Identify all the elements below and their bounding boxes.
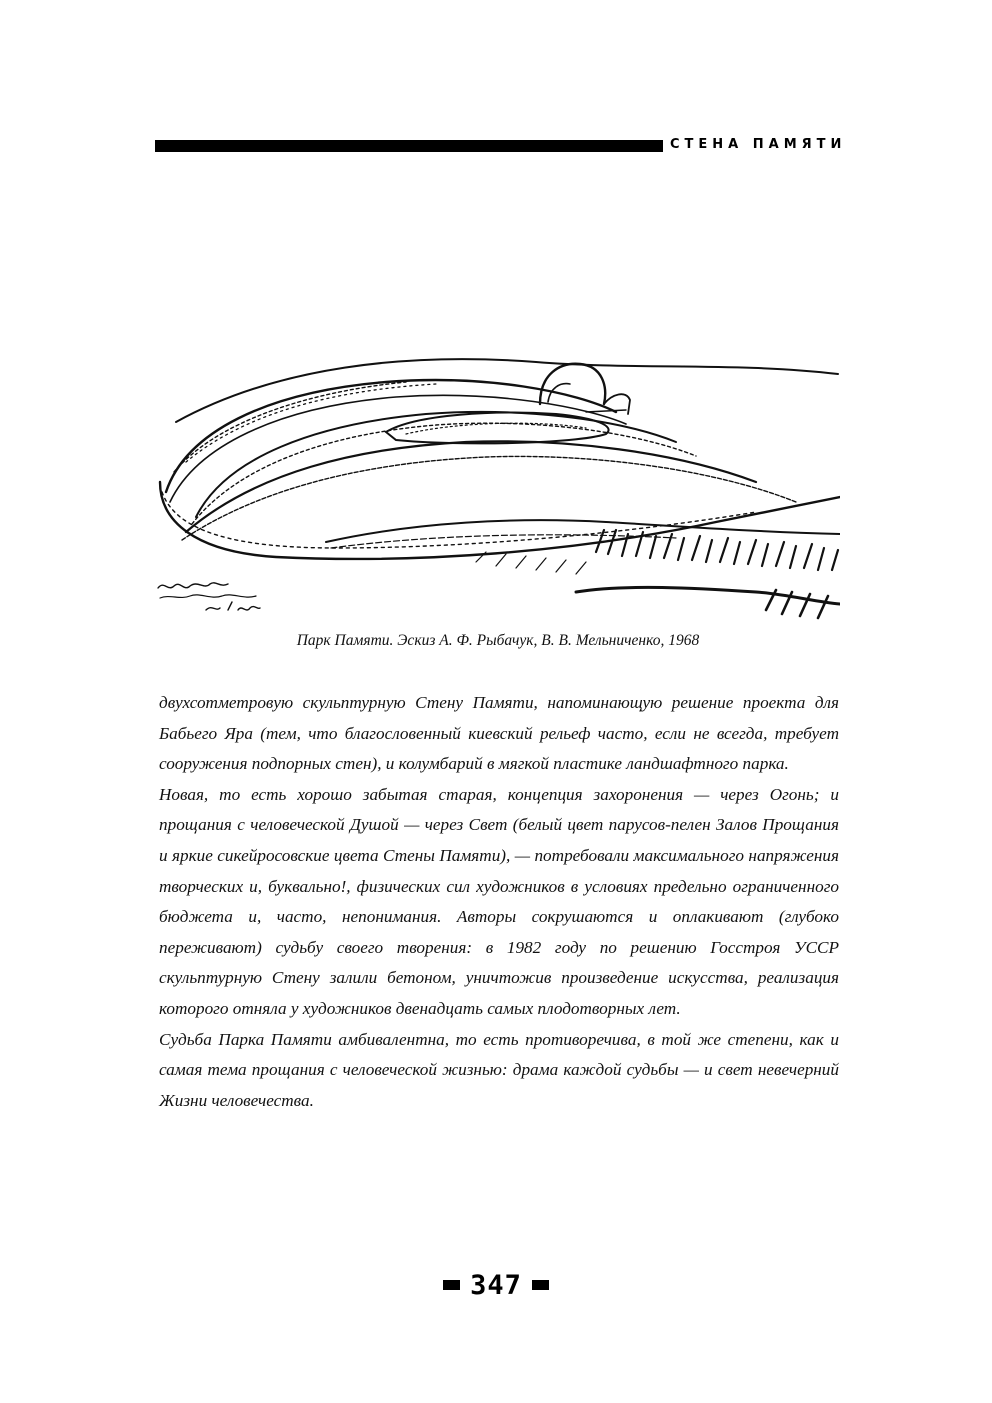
- park-sketch-illustration: [156, 352, 840, 620]
- page-number: [0, 1270, 992, 1301]
- header-rule: [155, 140, 663, 152]
- folio-dash-left: [443, 1280, 460, 1290]
- paragraph: Судьба Парка Памяти амбивалентна, то есть противоречива, в той же степени, как и самая тема прощания с человеческой жизнью: драма каждой судьбы — и свет невечерний Жизни человечества.: [159, 1029, 839, 1110]
- folio-dash-right: [532, 1280, 549, 1290]
- running-title: СТЕНА ПАМЯТИ: [670, 137, 847, 152]
- figure-caption: Парк Памяти. Эскиз А. Ф. Рыбачук, В. В. Мельниченко, 1968: [296, 632, 700, 649]
- paragraph: двухсотметровую скульптурную Стену Памяти, напоминающую решение проекта для Бабьего Яра (тем, что благословенный киевский рельеф часто, если не всегда, требует сооружения подпорных стен), и колумбарий в мягкой пластике ландшафтного парка.: [159, 693, 839, 774]
- body-text: [159, 688, 839, 1116]
- paragraph: Новая, то есть хорошо забытая старая, концепция захоронения — через Огонь; и прощания с человеческой Душой — через Свет (белый цвет парусов-пелен Залов Прощания и яркие сикейросовские цвета Стены Памяти), — потребовали максимального напряжения творческих и, буквально!, физических сил художников в условиях предельно ограниченного бюджета и, часто, непонимания. Авторы сокрушаются и оплакивают (глубоко переживают) судьбу своего творения: в 1982 году по решению Госстроя УССР скульптурную Стену залили бетоном, уничтожив произведение искусства, реализация которого отняла у художников двенадцать самых плодотворных лет.: [159, 784, 839, 1018]
- page-number-text: 347: [470, 1270, 522, 1301]
